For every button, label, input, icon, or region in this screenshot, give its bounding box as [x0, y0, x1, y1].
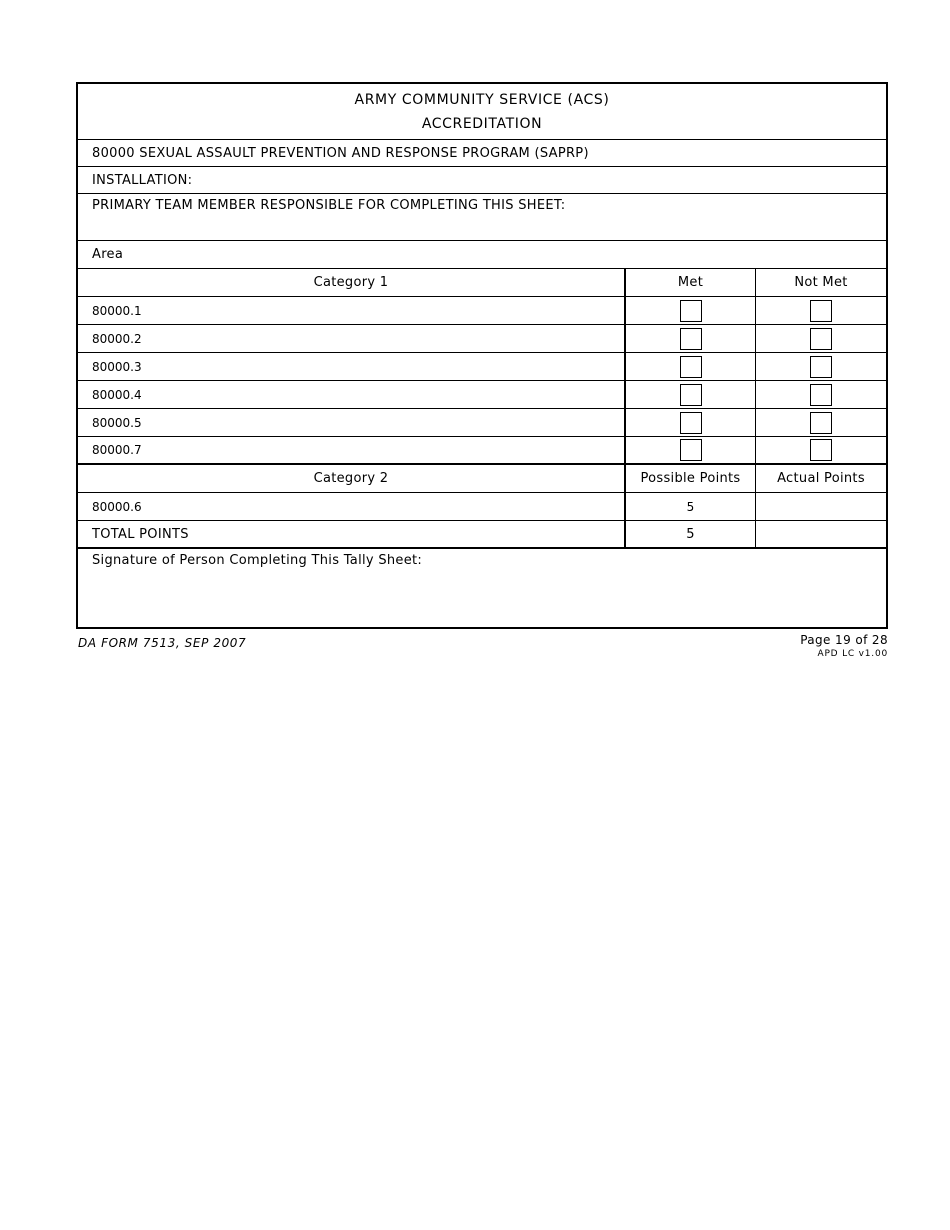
met-checkbox[interactable] [680, 328, 702, 350]
met-cell [626, 297, 756, 324]
met-cell [626, 381, 756, 408]
not-met-checkbox[interactable] [810, 384, 832, 406]
actual-points-header: Actual Points [777, 471, 865, 486]
table-row [78, 409, 886, 437]
title-line-2: ACCREDITATION [421, 115, 543, 132]
met-cell [626, 353, 756, 380]
area-label: Area [92, 247, 124, 262]
met-cell [626, 437, 756, 463]
not-met-cell [756, 409, 886, 436]
table-row [78, 493, 886, 521]
not-met-checkbox[interactable] [810, 300, 832, 322]
installation-row[interactable] [78, 167, 886, 194]
version-label: APD LC v1.00 [817, 649, 888, 659]
met-cell [626, 325, 756, 352]
not-met-header: Not Met [794, 275, 848, 290]
category2-label: Category 2 [78, 465, 626, 492]
met-checkbox[interactable] [680, 412, 702, 434]
not-met-cell [756, 325, 886, 352]
not-met-cell [756, 437, 886, 463]
table-row [78, 381, 886, 409]
program-row [78, 140, 886, 167]
signature-label: Signature of Person Completing This Tally Sheet: [92, 553, 423, 568]
table-row [78, 325, 886, 353]
not-met-checkbox[interactable] [810, 328, 832, 350]
total-points-row [78, 521, 886, 549]
category1-item-id: 80000.7 [78, 437, 626, 463]
met-checkbox[interactable] [680, 384, 702, 406]
page-info [800, 633, 888, 659]
category2-item-possible-points: 5 [626, 493, 756, 520]
table-row [78, 437, 886, 465]
page-number: Page 19 of 28 [800, 633, 888, 647]
program-name: 80000 SEXUAL ASSAULT PREVENTION AND RESPONSE PROGRAM (SAPRP) [92, 145, 589, 161]
not-met-cell [756, 381, 886, 408]
total-possible-points: 5 [626, 521, 756, 547]
met-checkbox[interactable] [680, 300, 702, 322]
possible-points-header: Possible Points [626, 465, 756, 492]
met-checkbox[interactable] [680, 356, 702, 378]
primary-member-row[interactable] [78, 194, 886, 241]
not-met-cell [756, 297, 886, 324]
category1-item-id: 80000.1 [78, 297, 626, 324]
met-cell [626, 409, 756, 436]
total-points-label: TOTAL POINTS [78, 521, 626, 547]
form-title [78, 84, 886, 140]
signature-row[interactable] [78, 549, 886, 627]
met-checkbox[interactable] [680, 439, 702, 461]
category1-item-id: 80000.4 [78, 381, 626, 408]
accreditation-form [76, 82, 888, 629]
met-header: Met [626, 269, 756, 296]
table-row [78, 353, 886, 381]
category1-item-id: 80000.2 [78, 325, 626, 352]
category2-item-id: 80000.6 [78, 493, 626, 520]
not-met-checkbox[interactable] [810, 439, 832, 461]
category1-label: Category 1 [78, 269, 626, 296]
category2-header [78, 465, 886, 493]
category1-item-id: 80000.3 [78, 353, 626, 380]
title-line-1: ARMY COMMUNITY SERVICE (ACS) [354, 91, 610, 108]
category1-header [78, 269, 886, 297]
area-row [78, 241, 886, 269]
category1-item-id: 80000.5 [78, 409, 626, 436]
table-row [78, 297, 886, 325]
category2-item-actual-points[interactable] [756, 493, 886, 520]
installation-label: INSTALLATION: [92, 172, 193, 188]
not-met-checkbox[interactable] [810, 356, 832, 378]
form-id: DA FORM 7513, SEP 2007 [78, 636, 247, 650]
not-met-cell [756, 353, 886, 380]
total-actual-points[interactable] [756, 521, 886, 547]
not-met-checkbox[interactable] [810, 412, 832, 434]
primary-member-label: PRIMARY TEAM MEMBER RESPONSIBLE FOR COMPLETING THIS SHEET: [92, 198, 566, 213]
